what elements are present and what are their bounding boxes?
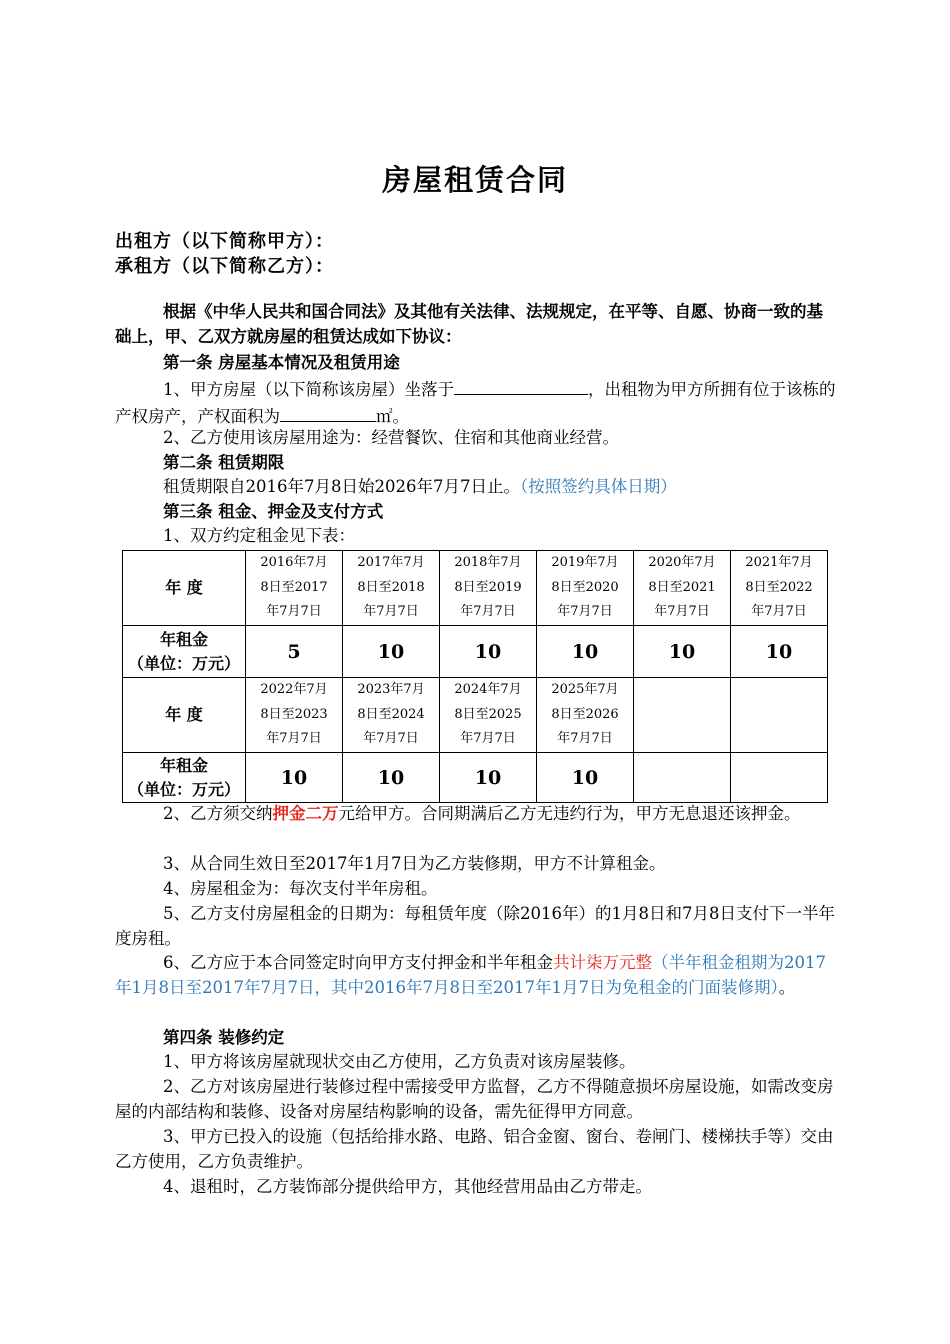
rent-amount: 10 (343, 626, 440, 678)
rent-label: 年租金 （单位：万元） (123, 753, 246, 803)
lease-term-text: 租赁期限自2016年7月8日始2026年7月7日止。 (163, 477, 520, 496)
year-label: 年 度 (123, 678, 246, 753)
area-blank (280, 403, 376, 422)
article1-item2: 2、乙方使用该房屋用途为：经营餐饮、住宿和其他商业经营。 (163, 428, 619, 447)
period-cell: 2023年7月 8日至2024 年7月7日 (343, 678, 440, 753)
deposit-amount: 押金二万 (272, 804, 339, 823)
rent-amount: 10 (731, 626, 828, 678)
empty-cell (731, 753, 828, 803)
rent-table (122, 550, 828, 803)
period-cell: 2025年7月 8日至2026 年7月7日 (537, 678, 634, 753)
article2-heading: 第二条 租赁期限 (163, 453, 285, 472)
rent-amount: 10 (343, 753, 440, 803)
rent-amount: 10 (440, 626, 537, 678)
rent-amount: 10 (537, 753, 634, 803)
payment-total: 共计柒万元整 (553, 953, 652, 972)
deposit-text-a: 2、乙方须交纳 (163, 804, 273, 823)
article3-item4: 4、房屋租金为：每次支付半年房租。 (163, 879, 438, 898)
article1-item1-part-c: ㎡。 (376, 406, 409, 426)
page-title: 房屋租赁合同 (381, 163, 568, 197)
table-row (123, 626, 828, 678)
period-cell: 2019年7月 8日至2020 年7月7日 (537, 551, 634, 626)
article2-text (115, 475, 837, 500)
article4-item1: 1、甲方将该房屋就现状交由乙方使用，乙方负责对该房屋装修。 (163, 1052, 636, 1071)
article1-item1 (115, 376, 837, 429)
period-cell: 2020年7月 8日至2021 年7月7日 (634, 551, 731, 626)
period-cell: 2021年7月 8日至2022 年7月7日 (731, 551, 828, 626)
rent-amount: 10 (440, 753, 537, 803)
payment-note: （半年租金租期为2017年1月8日至2017年7月7日，其中2016年7月8日至2017年1月7日为免租金的门面装修期） (115, 953, 826, 997)
article4-item2: 2、乙方对该房屋进行装修过程中需接受甲方监督，乙方不得随意损坏房屋设施，如需改变房屋的内部结构和装修、设备对房屋结构影响的设备，需先征得甲方同意。 (115, 1077, 834, 1121)
year-label: 年 度 (123, 551, 246, 626)
period-cell: 2024年7月 8日至2025 年7月7日 (440, 678, 537, 753)
article3-item5: 5、乙方支付房屋租金的日期为：每租赁年度（除2016年）的1月8日和7月8日支付下一半年度房租。 (115, 904, 835, 948)
period-cell: 2016年7月 8日至2017 年7月7日 (246, 551, 343, 626)
period-cell: 2022年7月 8日至2023 年7月7日 (246, 678, 343, 753)
table-row (123, 551, 828, 626)
location-blank (454, 376, 588, 395)
lessor-label: 出租方（以下简称甲方）： (115, 231, 334, 252)
preamble: 根据《中华人民共和国合同法》及其他有关法律、法规规定，在平等、自愿、协商一致的基础上，甲、乙双方就房屋的租赁达成如下协议： (115, 302, 823, 346)
payment-end: 。 (778, 977, 796, 997)
empty-cell (634, 678, 731, 753)
period-cell: 2018年7月 8日至2019 年7月7日 (440, 551, 537, 626)
article1-item1-part-a: 1、甲方房屋（以下简称该房屋）坐落于 (163, 380, 454, 399)
rent-label: 年租金 （单位：万元） (123, 626, 246, 678)
table-row (123, 753, 828, 803)
article4-heading: 第四条 装修约定 (163, 1028, 285, 1047)
lease-term-note: （按照签约具体日期） (519, 477, 677, 496)
article3-item3: 3、从合同生效日至2017年1月7日为乙方装修期，甲方不计算租金。 (163, 854, 666, 873)
article3-item2 (115, 802, 837, 827)
article4-item3: 3、甲方已投入的设施（包括给排水路、电路、铝合金窗、窗台、卷闸门、楼梯扶手等）交由乙方使用，乙方负责维护。 (115, 1127, 834, 1171)
payment-text: 6、乙方应于本合同签定时向甲方支付押金和半年租金 (163, 953, 553, 972)
article4-item4: 4、退租时，乙方装饰部分提供给甲方，其他经营用品由乙方带走。 (163, 1177, 652, 1196)
empty-cell (634, 753, 731, 803)
article1-heading: 第一条 房屋基本情况及租赁用途 (163, 353, 400, 372)
rent-amount: 10 (634, 626, 731, 678)
empty-cell (731, 678, 828, 753)
deposit-text-b: 元给甲方。合同期满后乙方无违约行为，甲方无息退还该押金。 (338, 804, 801, 823)
rent-amount: 10 (537, 626, 634, 678)
article3-item6 (115, 951, 837, 1000)
table-row (123, 678, 828, 753)
article1-item1-part-b: ，出租物为甲方所拥有位于该栋的产权房产，产权面积为 (115, 380, 836, 426)
rent-amount: 10 (246, 753, 343, 803)
rent-amount: 5 (246, 626, 343, 678)
article3-heading: 第三条 租金、押金及支付方式 (163, 502, 384, 521)
article3-item1: 1、双方约定租金见下表： (163, 526, 355, 545)
lessee-label: 承租方（以下简称乙方）： (115, 256, 334, 277)
period-cell: 2017年7月 8日至2018 年7月7日 (343, 551, 440, 626)
